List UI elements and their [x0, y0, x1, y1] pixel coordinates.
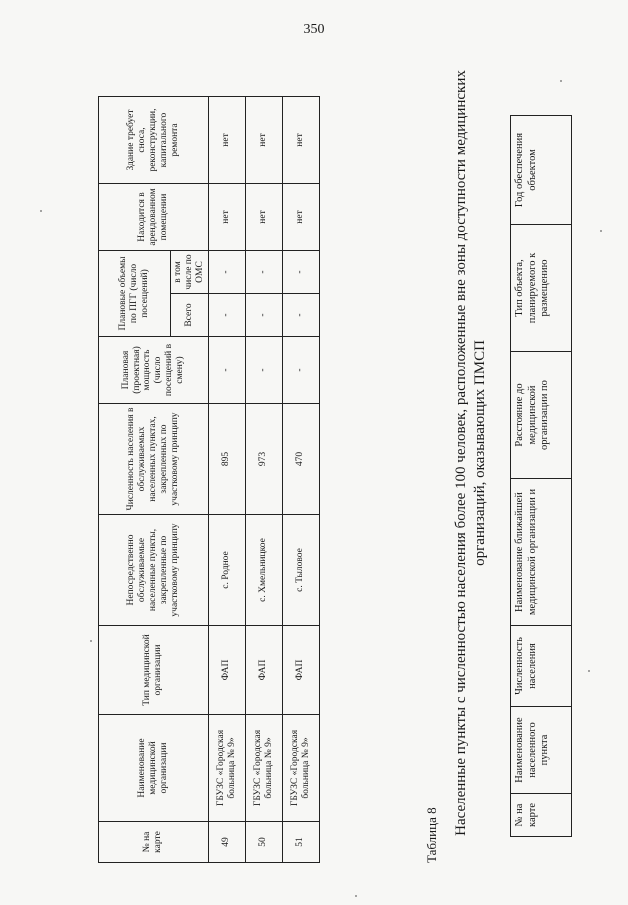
header-settlements: Непосредственно обслуживаемые населенные пункты, закрепленные по участковому принципу	[99, 515, 209, 626]
cell-population: 973	[245, 404, 282, 515]
cell-total: -	[282, 294, 319, 337]
cell-settlement: с. Тыловое	[282, 515, 319, 626]
cell-repair: нет	[208, 97, 245, 184]
header-planned-volumes: Плановые объемы по ПГГ (число посещений)	[99, 251, 171, 337]
scan-speck	[588, 670, 590, 672]
header-num: № на карте	[99, 822, 209, 863]
header-repair: Здание требует сноса, реконструкции, капитального ремонта	[99, 97, 209, 184]
cell-total: -	[208, 294, 245, 337]
header-capacity: Плановая (проектная) мощность (число посещений в смену)	[99, 337, 209, 404]
cell-settlement: с. Родное	[208, 515, 245, 626]
header-total: Всего	[171, 294, 209, 337]
cell-org-type: ФАП	[208, 626, 245, 715]
cell-num: 49	[208, 822, 245, 863]
cell-capacity: -	[208, 337, 245, 404]
cell-population: 470	[282, 404, 319, 515]
cell-org-type: ФАП	[245, 626, 282, 715]
scan-speck	[600, 230, 602, 232]
cell-population: 895	[208, 404, 245, 515]
cell-org-type: ФАП	[282, 626, 319, 715]
scan-speck	[355, 895, 357, 897]
header-population: Численность населения в обслуживаемых населенных пунктах, закрепленных по участковому принципу	[99, 404, 209, 515]
cell-num: 51	[282, 822, 319, 863]
scan-speck	[40, 210, 42, 212]
header-year: Год обеспечения объектом	[511, 116, 572, 225]
cell-leased: нет	[282, 184, 319, 251]
table-caption: Таблица 8	[424, 807, 439, 863]
cell-settlement: с. Хмельницкое	[245, 515, 282, 626]
cell-org-name: ГБУЗС «Городская больница № 9»	[245, 715, 282, 822]
header-num: № на карте	[511, 794, 572, 837]
header-population: Численность населения	[511, 626, 572, 707]
cell-org-name: ГБУЗС «Городская больница № 9»	[208, 715, 245, 822]
header-nearest-org: Наименование ближайшей медицинской организации и	[511, 479, 572, 626]
cell-total: -	[245, 294, 282, 337]
cell-capacity: -	[282, 337, 319, 404]
cell-repair: нет	[282, 97, 319, 184]
scan-speck	[90, 640, 92, 642]
table-row	[282, 97, 319, 863]
table-row	[245, 97, 282, 863]
cell-org-name: ГБУЗС «Городская больница № 9»	[282, 715, 319, 822]
cell-num: 50	[245, 822, 282, 863]
cell-oms: -	[208, 251, 245, 294]
cell-capacity: -	[245, 337, 282, 404]
header-org-type: Тип медицинской организации	[99, 626, 209, 715]
table-title: Населенные пункты с численностью населения более 100 человек, расположенные вне зоны доступности медицинских организаций, оказывающих ПМСП	[453, 70, 488, 836]
table-row	[208, 97, 245, 863]
header-settlement-name: Наименование населенного пункта	[511, 707, 572, 794]
cell-leased: нет	[208, 184, 245, 251]
header-distance: Расстояние до медицинской организации по	[511, 352, 572, 479]
cell-oms: -	[282, 251, 319, 294]
facilities-table	[98, 96, 320, 863]
cell-oms: -	[245, 251, 282, 294]
cell-repair: нет	[245, 97, 282, 184]
header-org-name: Наименование медицинской организации	[99, 715, 209, 822]
header-leased: Находится в арендованном помещении	[99, 184, 209, 251]
remote-settlements-table	[510, 115, 572, 837]
header-object-type: Тип объекта, планируемого к размещению	[511, 225, 572, 352]
header-oms: в том числе по ОМС	[171, 251, 209, 294]
cell-leased: нет	[245, 184, 282, 251]
table-header-row	[511, 116, 572, 837]
scan-speck	[560, 80, 562, 82]
page-number: 350	[303, 22, 325, 37]
